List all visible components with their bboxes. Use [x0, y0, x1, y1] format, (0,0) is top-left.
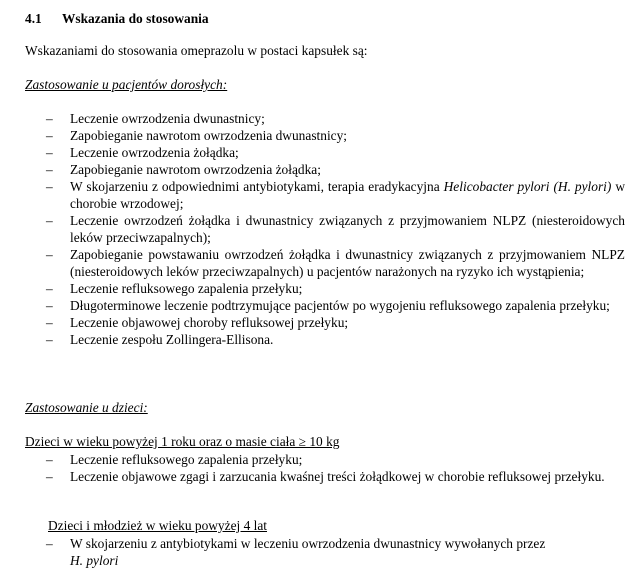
- list-item: – Leczenie zespołu Zollingera-Ellisona.: [46, 332, 274, 347]
- dash-bullet: –: [46, 247, 53, 262]
- dash-bullet: –: [46, 315, 53, 330]
- adults-indications-list: [0, 110, 625, 348]
- italic-abbreviation: (H. pylori): [553, 179, 612, 194]
- children-group2-heading: Dzieci i młodzież w wieku powyżej 4 lat: [48, 518, 268, 533]
- list-item: – Leczenie objawowe zgagi i zarzucania kwaśnej treści żołądkowej w chorobie refluksowej przełyku.: [46, 469, 605, 484]
- list-item: – W skojarzeniu z antybiotykami w leczeniu owrzodzenia dwunastnicy wywołanych przez H. pylori: [46, 536, 546, 568]
- list-item: – Leczenie refluksowego zapalenia przełyku;: [46, 452, 303, 467]
- section-title: Wskazania do stosowania: [62, 11, 209, 26]
- dash-bullet: –: [46, 111, 53, 126]
- dash-bullet: –: [46, 281, 53, 296]
- dash-bullet: –: [46, 179, 53, 194]
- adults-subheading: Zastosowanie u pacjentów dorosłych:: [25, 77, 228, 92]
- list-item: – Leczenie objawowej choroby refluksowej przełyku;: [46, 315, 349, 330]
- children-group2-list: [0, 535, 625, 569]
- dash-bullet: –: [46, 536, 53, 551]
- dash-bullet: –: [46, 213, 53, 228]
- section-number: 4.1: [25, 11, 42, 26]
- dash-bullet: –: [46, 128, 53, 143]
- children-group1-list: [0, 451, 625, 485]
- list-item: – Zapobieganie nawrotom owrzodzenia żołądka;: [46, 162, 321, 177]
- list-item: – Leczenie owrzodzenia dwunastnicy;: [46, 111, 265, 126]
- dash-bullet: –: [46, 332, 53, 347]
- dash-bullet: –: [46, 145, 53, 160]
- list-item: – Długoterminowe leczenie podtrzymujące pacjentów po wygojeniu refluksowego zapalenia przełyku;: [46, 298, 610, 313]
- section-heading: [25, 10, 209, 27]
- intro-paragraph: Wskazaniami do stosowania omeprazolu w postaci kapsułek są:: [25, 43, 368, 58]
- list-item: – Leczenie refluksowego zapalenia przełyku;: [46, 281, 303, 296]
- list-item: – Leczenie owrzodzeń żołądka i dwunastnicy związanych z przyjmowaniem NLPZ (niesteroidowych leków przeciwzapalnych);: [46, 213, 625, 245]
- italic-species-name: H. pylori: [70, 553, 119, 568]
- dash-bullet: –: [46, 162, 53, 177]
- list-item: – W skojarzeniu z odpowiednimi antybiotykami, terapia eradykacyjna Helicobacter pylori (H. pylori) w chorobie wrzodowej;: [46, 179, 625, 211]
- dash-bullet: –: [46, 452, 53, 467]
- dash-bullet: –: [46, 298, 53, 313]
- children-group1-heading: Dzieci w wieku powyżej 1 roku oraz o masie ciała ≥ 10 kg: [25, 434, 340, 449]
- list-item: – Leczenie owrzodzenia żołądka;: [46, 145, 239, 160]
- list-item: – Zapobieganie powstawaniu owrzodzeń żołądka i dwunastnicy związanych z przyjmowaniem NLPZ (niesteroidowych leków przeciwzapalnych) u pacjentów narażonych na ryzyko ich wystąpienia;: [46, 247, 625, 279]
- dash-bullet: –: [46, 469, 53, 484]
- children-subheading: Zastosowanie u dzieci:: [25, 400, 148, 415]
- list-item: – Zapobieganie nawrotom owrzodzenia dwunastnicy;: [46, 128, 348, 143]
- italic-species-name: Helicobacter pylori: [443, 179, 550, 194]
